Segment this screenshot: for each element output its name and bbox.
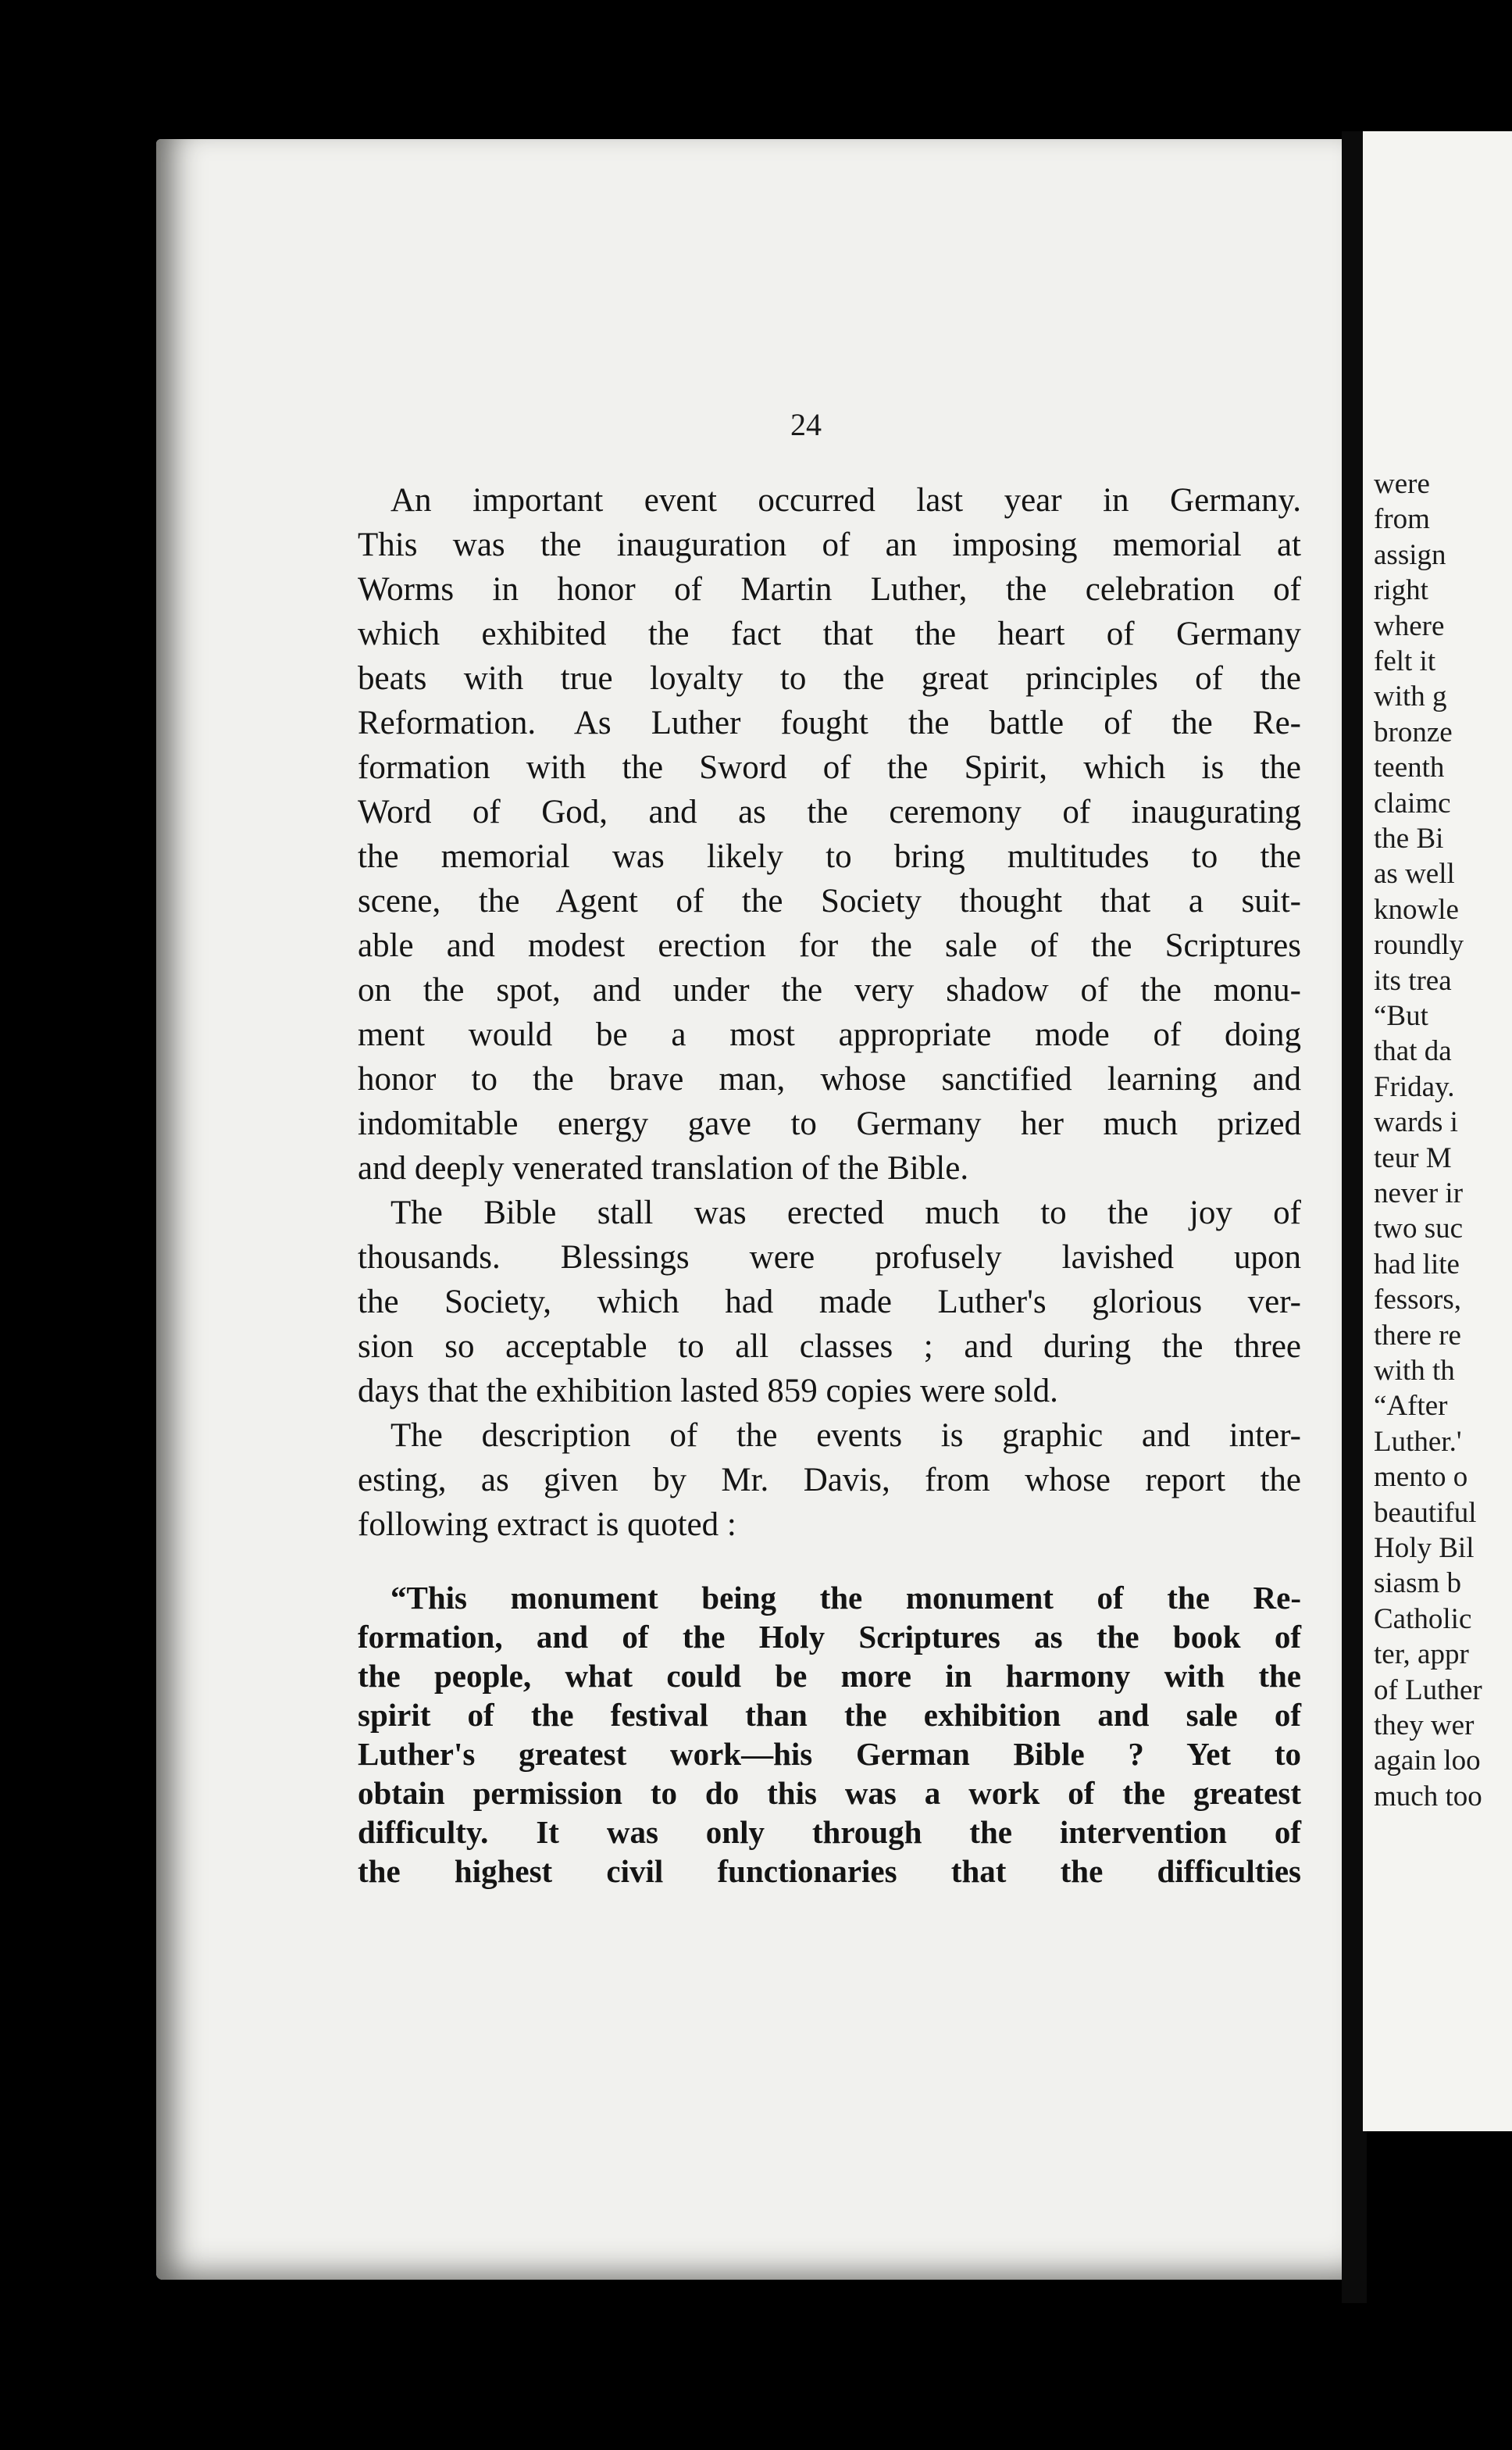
text-line: on the spot, and under the very shadow of the monu-: [358, 972, 1301, 1009]
text-line: ment would be a most appropriate mode of doing: [358, 1016, 1301, 1053]
text-line: the Society, which had made Luther's glorious ver-: [358, 1284, 1301, 1320]
facing-page-line: Luther.': [1374, 1425, 1462, 1458]
paragraph-memorial: [358, 478, 1301, 1191]
body-text: [358, 478, 1301, 1891]
text-line: which exhibited the fact that the heart of Germany: [358, 616, 1301, 652]
facing-page-line: felt it: [1374, 645, 1436, 677]
facing-page-line: bronze: [1374, 716, 1453, 748]
text-line: beats with true loyalty to the great principles of the: [358, 660, 1301, 697]
spacer: [358, 1547, 1301, 1578]
text-line: formation with the Sword of the Spirit, which is the: [358, 749, 1301, 786]
text-line: sion so acceptable to all classes ; and during the three: [358, 1328, 1301, 1365]
text-line: The description of the events is graphic and inter-: [390, 1417, 1301, 1454]
facing-page-line: teur M: [1374, 1141, 1452, 1174]
text-line: and deeply venerated translation of the Bible.: [358, 1150, 969, 1187]
quote-line: formation, and of the Holy Scriptures as the book of: [358, 1619, 1301, 1655]
text-line: able and modest erection for the sale of the Scriptures: [358, 927, 1301, 964]
facing-page-line: much too: [1374, 1780, 1482, 1812]
facing-page-line: ter, appr: [1374, 1638, 1469, 1671]
facing-page-line: that da: [1374, 1035, 1452, 1068]
facing-page-line: were: [1374, 468, 1430, 500]
quote-line: Luther's greatest work—his German Bible ? Yet to: [358, 1736, 1301, 1772]
facing-page-line: claimc: [1374, 787, 1451, 820]
facing-page-line: they wer: [1374, 1709, 1475, 1741]
facing-page-line: fessors,: [1374, 1284, 1462, 1316]
facing-page-line: siasm b: [1374, 1567, 1462, 1600]
facing-page-line: “After: [1374, 1390, 1448, 1423]
quote-line: “This monument being the monument of the Re-: [390, 1580, 1301, 1616]
facing-page-line: of Luther: [1374, 1673, 1482, 1706]
text-line: days that the exhibition lasted 859 copies were sold.: [358, 1373, 1058, 1409]
facing-page-line: from: [1374, 503, 1430, 536]
facing-page-line: teenth: [1374, 752, 1445, 784]
facing-page-line: “But: [1374, 1000, 1428, 1032]
facing-page-line: never ir: [1374, 1177, 1464, 1209]
paragraph-bible-stall: [358, 1191, 1301, 1413]
quote-line: the people, what could be more in harmony with the: [358, 1658, 1301, 1694]
facing-page-line: where: [1374, 609, 1445, 642]
facing-page-line: the Bi: [1374, 823, 1444, 855]
facing-page-line: there re: [1374, 1319, 1461, 1352]
facing-page-line: with g: [1374, 680, 1447, 713]
text-line: An important event occurred last year in Germany.: [390, 482, 1301, 519]
facing-page-line: Catholic: [1374, 1602, 1472, 1635]
text-line: Reformation. As Luther fought the battle of the Re-: [358, 705, 1301, 741]
text-line: honor to the brave man, whose sanctified learning and: [358, 1061, 1301, 1098]
text-line: the memorial was likely to bring multitudes to the: [358, 838, 1301, 875]
facing-page-line: had lite: [1374, 1248, 1460, 1280]
text-line: thousands. Blessings were profusely lavished upon: [358, 1239, 1301, 1276]
facing-page-line: right: [1374, 574, 1428, 607]
quote-line: spirit of the festival than the exhibition and sale of: [358, 1697, 1301, 1733]
facing-page-fragment: [1363, 131, 1512, 2131]
text-line: indomitable energy gave to Germany her much prized: [358, 1105, 1301, 1142]
text-line: This was the inauguration of an imposing memorial at: [358, 527, 1301, 563]
paragraph-description: [358, 1413, 1301, 1547]
quote-line: obtain permission to do this was a work of the greatest: [358, 1775, 1301, 1811]
quoted-extract: [358, 1578, 1301, 1891]
page-number: 24: [790, 407, 822, 442]
facing-page-line: beautiful: [1374, 1496, 1477, 1529]
facing-page-line: as well: [1374, 858, 1455, 891]
text-line: following extract is quoted :: [358, 1506, 736, 1543]
facing-page-line: Friday.: [1374, 1070, 1455, 1103]
facing-page-line: roundly: [1374, 929, 1464, 962]
quote-line: difficulty. It was only through the intervention of: [358, 1814, 1301, 1850]
facing-page-line: two suc: [1374, 1212, 1464, 1245]
facing-page-line: with th: [1374, 1355, 1455, 1387]
facing-page-line: mento o: [1374, 1461, 1468, 1494]
text-line: esting, as given by Mr. Davis, from whose report the: [358, 1462, 1301, 1498]
quote-line: the highest civil functionaries that the difficulties: [358, 1853, 1301, 1889]
text-line: The Bible stall was erected much to the joy of: [390, 1195, 1301, 1231]
text-line: Word of God, and as the ceremony of inaugurating: [358, 794, 1301, 830]
facing-page-line: again loo: [1374, 1745, 1481, 1777]
facing-page-line: assign: [1374, 538, 1446, 571]
facing-page-line: Holy Bil: [1374, 1532, 1475, 1564]
text-line: Worms in honor of Martin Luther, the celebration of: [358, 571, 1301, 608]
text-line: scene, the Agent of the Society thought that a suit-: [358, 883, 1301, 920]
facing-page-line: wards i: [1374, 1106, 1458, 1139]
facing-page-line: knowle: [1374, 893, 1459, 926]
facing-page-line: its trea: [1374, 964, 1452, 997]
